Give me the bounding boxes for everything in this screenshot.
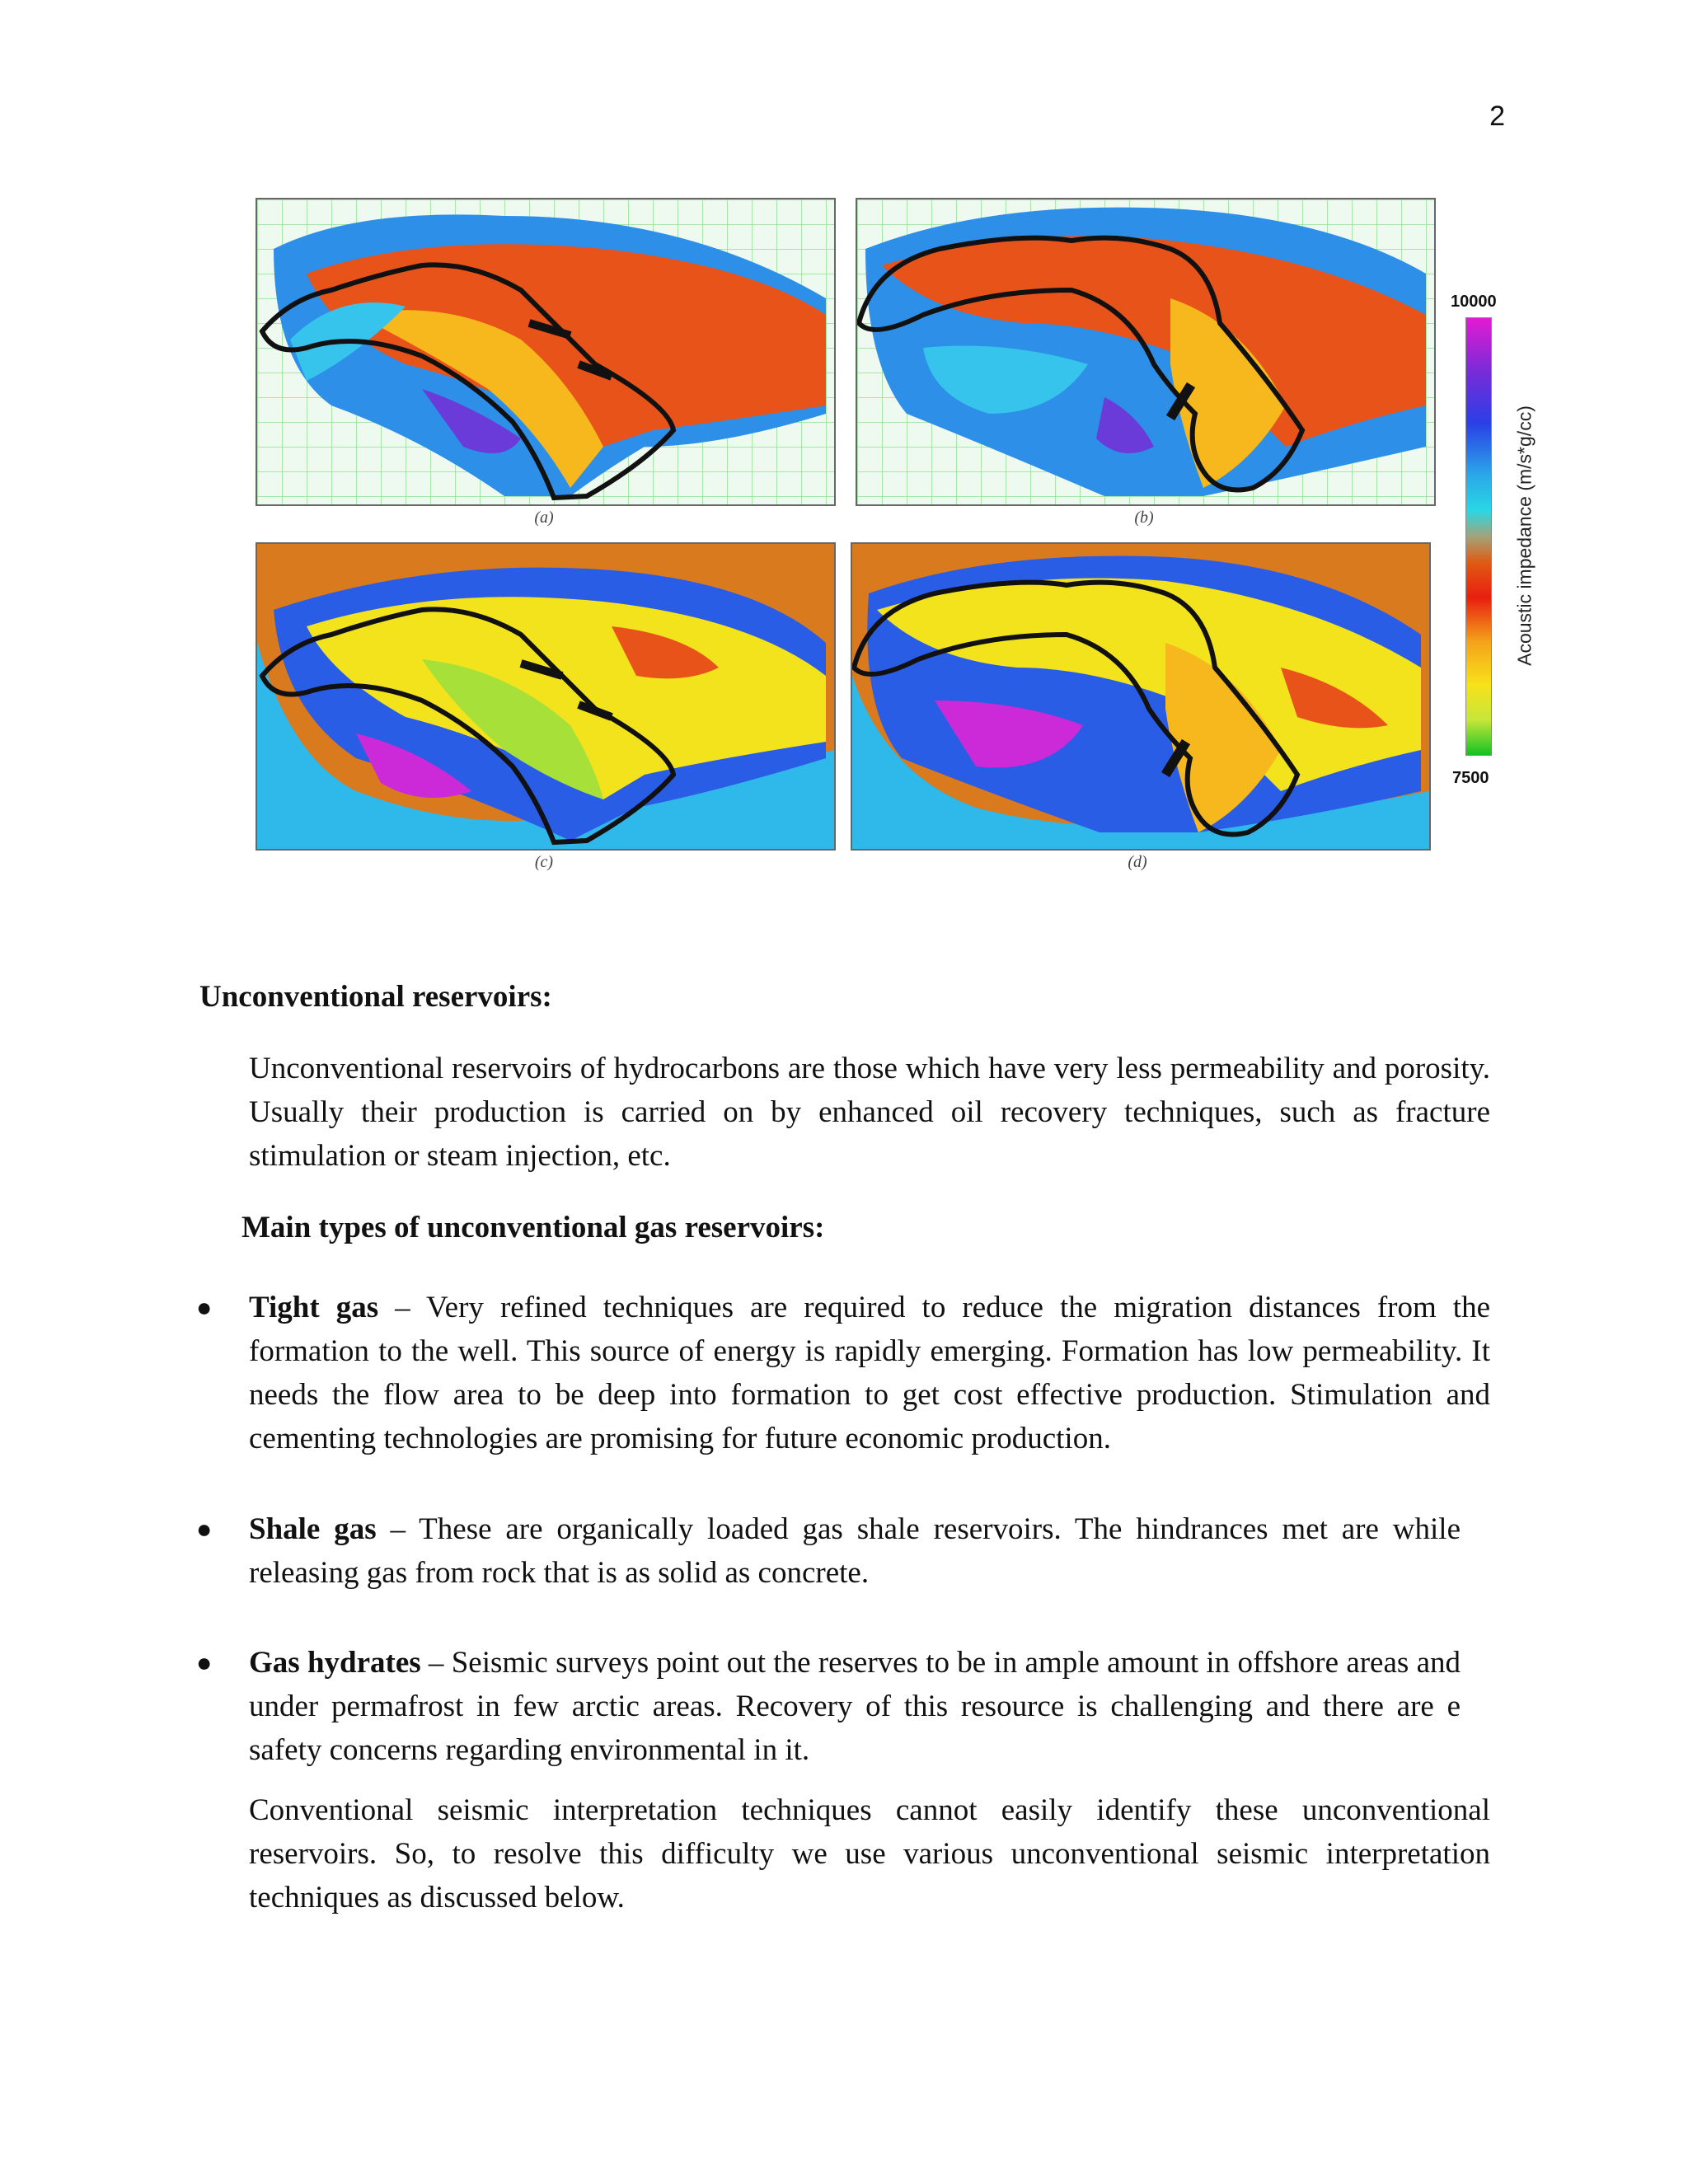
intro-paragraph: Unconventional reservoirs of hydrocarbons are those which have very less permeability and porosity. Usually their production is carried on by enhanced oil recovery techniques, such as fracture stimulation or steam injection, etc. xyxy=(249,1052,1490,1173)
bullet-text: – Very refined techniques are required to reduce the migration distances from the formation to the well. This source of energy is rapidly emerging. Formation has low permeability. It needs the flow area to be deep into formation to get cost effective production. Stimulation and cementing technologies are promising for future economic production. xyxy=(249,1291,1490,1455)
panel-d-map xyxy=(852,544,1429,849)
types-subheading: Main types of unconventional gas reservoirs: xyxy=(241,1211,825,1244)
panel-c-map xyxy=(257,544,834,849)
seismic-panel-b xyxy=(856,198,1436,506)
bullet-term: Tight gas xyxy=(249,1291,379,1324)
list-item-gas-hydrates xyxy=(196,1641,1461,1772)
bullet-text: – These are organically loaded gas shale reservoirs. The hindrances met are while releasing gas from rock that is as solid as concrete. xyxy=(249,1512,1461,1590)
colorbar-title: Acoustic impedance (m/s*g/cc) xyxy=(1513,405,1536,666)
acoustic-impedance-colorbar xyxy=(1465,317,1492,756)
bullet-term: Shale gas xyxy=(249,1512,377,1546)
page-number: 2 xyxy=(1489,101,1505,132)
seismic-panel-d xyxy=(851,542,1431,851)
list-item-tight-gas xyxy=(196,1286,1490,1460)
colorbar-max-label: 10000 xyxy=(1451,293,1497,311)
seismic-panel-c xyxy=(256,542,836,851)
panel-label-b: (b) xyxy=(1134,509,1154,527)
bullet-text: – Seismic surveys point out the reserves to be in ample amount in offshore areas and under permafrost in few arctic areas. Recovery of this resource is challenging and there are e safety concerns regarding environmental in it. xyxy=(249,1646,1461,1767)
bullet-dot: ● xyxy=(196,1647,213,1677)
panel-label-c: (c) xyxy=(534,853,554,871)
colorbar-min-label: 7500 xyxy=(1452,769,1489,787)
seismic-panel-a xyxy=(256,198,836,506)
panel-label-d: (d) xyxy=(1128,853,1147,871)
bullet-dot: ● xyxy=(196,1292,213,1322)
section-heading: Unconventional reservoirs: xyxy=(199,980,552,1014)
bullet-term: Gas hydrates xyxy=(249,1646,421,1680)
panel-a-map xyxy=(257,199,834,504)
panel-b-map xyxy=(857,199,1434,504)
seismic-figure xyxy=(239,185,1536,894)
bullet-dot: ● xyxy=(196,1514,213,1544)
list-item-shale-gas xyxy=(196,1507,1461,1595)
closing-paragraph: Conventional seismic interpretation techniques cannot easily identify these unconventional reservoirs. So, to resolve this difficulty we use various unconventional seismic interpretation techniques as discussed below. xyxy=(249,1793,1490,1915)
panel-label-a: (a) xyxy=(534,509,554,527)
